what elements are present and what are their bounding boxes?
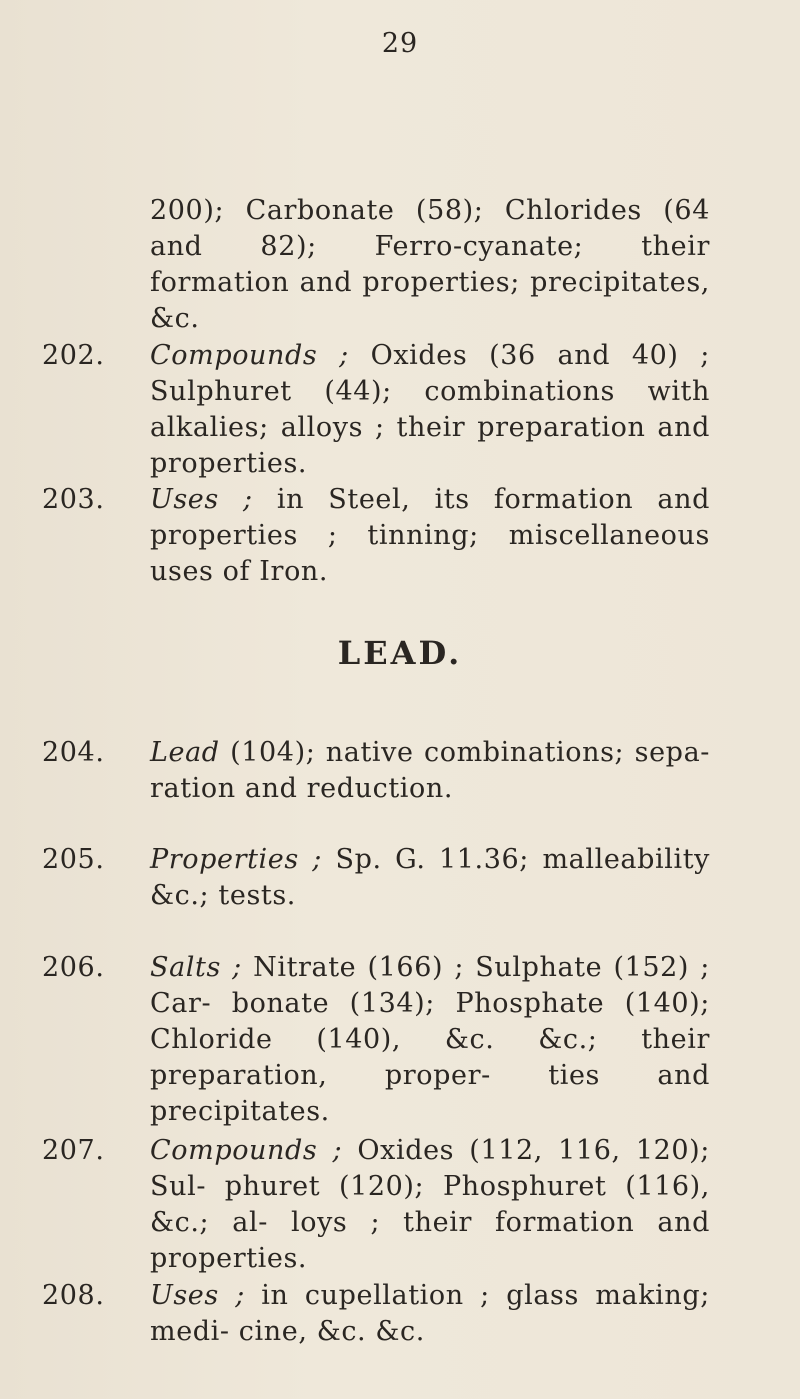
section-title: LEAD.	[337, 634, 463, 672]
item-heading: Salts ;	[150, 952, 242, 983]
page-number: 29	[381, 28, 419, 59]
item-number: 207.	[42, 1135, 105, 1166]
item-text: Oxides (112, 116, 120); Sul- phuret (120); Phosphuret (116), &c.; al- loys ; their formation and properties.	[150, 1135, 710, 1274]
list-item-206	[42, 950, 710, 1130]
item-number: 204.	[42, 737, 105, 768]
item-number: 205.	[42, 844, 105, 875]
list-item-203	[42, 482, 710, 590]
list-item-207	[42, 1133, 710, 1277]
list-item-208	[42, 1278, 710, 1350]
item-text: in Steel, its formation and properties ; tinning; miscellaneous uses of Iron.	[150, 484, 710, 587]
list-item-202	[42, 338, 710, 482]
item-heading: Compounds ;	[150, 1135, 343, 1166]
item-number: 206.	[42, 952, 105, 983]
item-text: Nitrate (166) ; Sulphate (152) ; Car- bonate (134); Phosphate (140); Chloride (140), &c. &c.; their preparation, proper- ties and precipitates.	[150, 952, 710, 1127]
item-heading: Properties ;	[150, 844, 322, 875]
continuation-text: 200); Carbonate (58); Chlorides (64 and 82); Ferro-cyanate; their formation and properties; precipitates, &c.	[150, 195, 710, 334]
item-heading: Uses ;	[150, 1280, 245, 1311]
item-number: 203.	[42, 484, 105, 515]
item-heading: Uses ;	[150, 484, 253, 515]
item-heading: Compounds ;	[150, 340, 349, 371]
item-text: Sp. G. 11.36; malleability &c.; tests.	[150, 844, 710, 911]
item-text: in cupellation ; glass making; medi- cine, &c. &c.	[150, 1280, 710, 1347]
item-number: 208.	[42, 1280, 105, 1311]
continuation-paragraph	[150, 193, 710, 337]
item-heading: Lead	[150, 737, 220, 768]
item-number: 202.	[42, 340, 105, 371]
item-text: (104); native combinations; sepa- ration and reduction.	[150, 737, 710, 804]
item-text: Oxides (36 and 40) ; Sulphuret (44); combinations with alkalies; alloys ; their preparation and properties.	[150, 340, 710, 479]
list-item-204	[42, 735, 710, 807]
list-item-205	[42, 842, 710, 914]
